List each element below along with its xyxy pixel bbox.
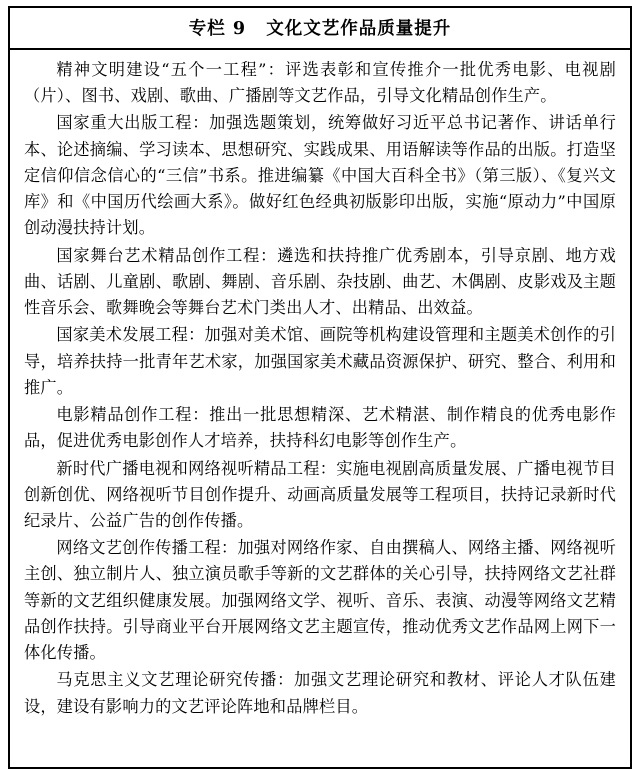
title-number: 9 — [232, 19, 245, 39]
paragraph: 网络文艺创作传播工程：加强对网络作家、自由撰稿人、网络主播、网络视听主创、独立制片人、独立演员歌手等新的文艺群体的关心引导，扶持网络文艺社群等新的文艺组织健康发展。加强网络文学、视听、音乐、表演、动漫等网络文艺精品创作扶持。引导商业平台开展网络文艺主题宣传，推动优秀文艺作品网上网下一体化传播。 — [24, 538, 616, 663]
paragraph: 新时代广播电视和网络视听精品工程：实施电视剧高质量发展、广播电视节目创新创优、网络视听节目创作提升、动画高质量发展等工程项目，扶持记录新时代纪录片、公益广告的创作传播。 — [24, 458, 616, 530]
box-body — [10, 50, 630, 767]
box-title — [189, 19, 452, 39]
feature-box — [8, 6, 632, 769]
paragraph: 国家美术发展工程：加强对美术馆、画院等机构建设管理和主题美术创作的引导，培养扶持一批青年艺术家，加强国家美术藏品资源保护、研究、整合、利用和推广。 — [24, 325, 616, 397]
paragraph: 电影精品创作工程：推出一批思想精深、艺术精湛、制作精良的优秀电影作品，促进优秀电影创作人才培养，扶持科幻电影等创作生产。 — [24, 405, 616, 451]
title-main: 文化文艺作品质量提升 — [266, 19, 452, 39]
box-title-row — [10, 8, 630, 50]
paragraph: 精神文明建设“五个一工程”：评选表彰和宣传推介一批优秀电影、电视剧（片）、图书、戏剧、歌曲、广播剧等文艺作品，引导文化精品创作生产。 — [24, 60, 616, 106]
paragraph: 国家重大出版工程：加强选题策划，统筹做好习近平总书记著作、讲话单行本、论述摘编、学习读本、思想研究、实践成果、用语解读等作品的出版。打造坚定信仰信念信心的“三信”书系。推进编纂《中国大百科全书》（第三版）、《复兴文库》和《中国历代绘画大系》。做好红色经典初版影印出版，实施“原动力”中国原创动漫扶持计划。 — [24, 113, 616, 238]
paragraph: 国家舞台艺术精品创作工程：遴选和扶持推广优秀剧本，引导京剧、地方戏曲、话剧、儿童剧、歌剧、舞剧、音乐剧、杂技剧、曲艺、木偶剧、皮影戏及主题性音乐会、歌舞晚会等舞台艺术门类出人才、出精品、出效益。 — [24, 245, 616, 318]
paragraph: 马克思主义文艺理论研究传播：加强文艺理论研究和教材、评论人才队伍建设，建设有影响力的文艺评论阵地和品牌栏目。 — [24, 670, 616, 716]
title-prefix: 专栏 — [188, 19, 226, 39]
